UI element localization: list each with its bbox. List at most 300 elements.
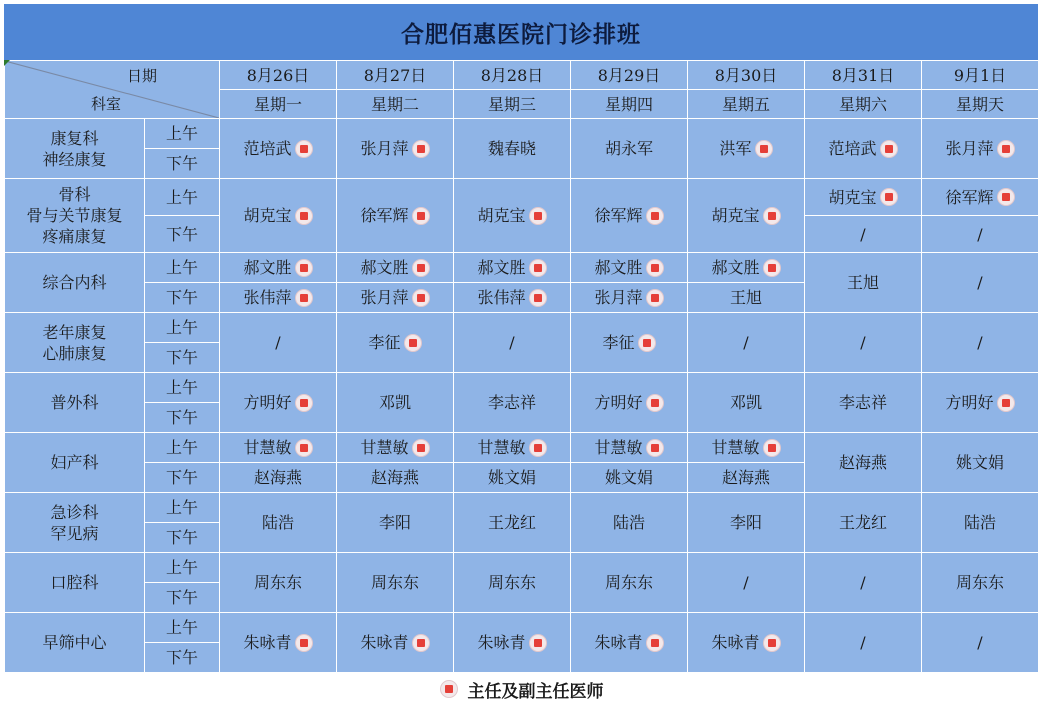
- schedule-cell: [571, 253, 688, 283]
- doctor-entry: [275, 332, 280, 353]
- schedule-cell: [337, 373, 454, 433]
- schedule-cell: [571, 433, 688, 463]
- doctor-entry: [977, 224, 982, 245]
- schedule-cell: [922, 493, 1039, 553]
- schedule-cell: [805, 613, 922, 673]
- doctor-entry: [594, 437, 663, 458]
- schedule-cell: [220, 179, 337, 253]
- doctor-name: 李志祥: [838, 393, 887, 412]
- schedule-cell: [454, 433, 571, 463]
- doctor-name: 胡克宝: [477, 206, 526, 225]
- schedule-cell: [922, 373, 1039, 433]
- doctor-name: 胡克宝: [828, 187, 877, 207]
- doctor-name: 朱咏青: [477, 633, 526, 652]
- senior-doctor-marker-icon: [763, 259, 781, 277]
- doctor-entry: [977, 632, 982, 653]
- doctor-name: 李志祥: [487, 393, 536, 412]
- doctor-entry: [730, 392, 762, 413]
- department-name-line: 骨与关节康复: [26, 206, 123, 225]
- doctor-name: 甘慧敏: [243, 438, 292, 457]
- doctor-name: /: [977, 633, 983, 652]
- senior-doctor-marker-icon: [412, 207, 430, 225]
- senior-doctor-marker-icon: [646, 394, 664, 412]
- doctor-name: 朱咏青: [243, 633, 292, 652]
- doctor-name: 周东东: [487, 573, 536, 592]
- doctor-name: 李阳: [378, 513, 411, 532]
- doctor-entry: [956, 452, 1004, 473]
- date-header: 8月27日: [337, 61, 454, 90]
- doctor-name: 陆浩: [261, 513, 294, 532]
- schedule-cell: [454, 253, 571, 283]
- header-date-row: [5, 61, 1039, 90]
- dept-row: [5, 613, 1039, 643]
- schedule-cell: [337, 119, 454, 179]
- senior-doctor-marker-icon: [529, 439, 547, 457]
- senior-doctor-marker-icon: [646, 634, 664, 652]
- department-name: [5, 313, 145, 373]
- department-name: [5, 179, 145, 253]
- doctor-name: 邓凯: [729, 393, 762, 412]
- doctor-entry: [477, 257, 546, 278]
- schedule-cell: [337, 179, 454, 253]
- senior-doctor-marker-icon: [412, 259, 430, 277]
- session-pm-label: 下午: [145, 403, 220, 433]
- weekday-header: 星期天: [922, 90, 1039, 119]
- schedule-cell: [688, 373, 805, 433]
- session-am-label: 上午: [145, 373, 220, 403]
- schedule-cell: [220, 553, 337, 613]
- department-name-line: 妇产科: [50, 453, 99, 472]
- doctor-entry: [956, 572, 1004, 593]
- doctor-entry: [368, 332, 421, 353]
- doctor-entry: [360, 138, 429, 159]
- doctor-entry: [371, 467, 419, 488]
- senior-doctor-marker-icon: [295, 289, 313, 307]
- department-name-line: 老年康复: [42, 322, 107, 342]
- doctor-name: 朱咏青: [711, 633, 760, 652]
- senior-doctor-marker-icon: [529, 259, 547, 277]
- schedule-cell: [337, 283, 454, 313]
- doctor-entry: [977, 272, 982, 293]
- doctor-entry: [730, 287, 762, 308]
- senior-doctor-marker-icon: [295, 140, 313, 158]
- doctor-entry: [594, 287, 663, 308]
- senior-doctor-marker-icon: [295, 439, 313, 457]
- schedule-cell: [922, 313, 1039, 373]
- doctor-entry: [605, 572, 653, 593]
- schedule-cell: [337, 433, 454, 463]
- date-header: 8月29日: [571, 61, 688, 90]
- schedule-cell: [571, 553, 688, 613]
- schedule-cell: [220, 119, 337, 179]
- doctor-entry: [477, 287, 546, 308]
- schedule-cell: [220, 283, 337, 313]
- senior-doctor-marker-icon: [412, 634, 430, 652]
- senior-doctor-marker-icon: [646, 207, 664, 225]
- doctor-name: 方明好: [945, 393, 994, 412]
- date-header: 8月30日: [688, 61, 805, 90]
- doctor-name: /: [743, 333, 749, 352]
- doctor-name: /: [743, 573, 749, 592]
- schedule-cell: [805, 179, 922, 216]
- senior-doctor-marker-icon: [295, 634, 313, 652]
- doctor-name: 张月萍: [360, 139, 409, 158]
- schedule-cell: [454, 313, 571, 373]
- date-axis-label: 日期: [126, 67, 157, 85]
- weekday-header: 星期五: [688, 90, 805, 119]
- doctor-name: 张伟萍: [477, 288, 526, 307]
- doctor-name: 姚文娟: [487, 468, 536, 487]
- schedule-cell: [688, 283, 805, 313]
- doctor-name: 周东东: [253, 573, 302, 592]
- schedule-cell: [454, 463, 571, 493]
- doctor-entry: [262, 512, 294, 533]
- department-name-line: 疼痛康复: [42, 227, 107, 246]
- schedule-cell: [337, 493, 454, 553]
- schedule-cell: [454, 119, 571, 179]
- schedule-cell: [688, 253, 805, 283]
- dept-row: [5, 493, 1039, 523]
- senior-doctor-marker-icon: [529, 289, 547, 307]
- doctor-entry: [964, 512, 996, 533]
- doctor-entry: [602, 332, 655, 353]
- doctor-entry: [860, 224, 865, 245]
- doctor-name: 胡克宝: [711, 206, 760, 225]
- senior-doctor-marker-icon: [529, 634, 547, 652]
- doctor-entry: [243, 287, 312, 308]
- doctor-entry: [360, 437, 429, 458]
- doctor-entry: [945, 392, 1014, 413]
- doctor-entry: [360, 287, 429, 308]
- senior-doctor-marker-icon: [295, 394, 313, 412]
- dept-row: [5, 433, 1039, 463]
- doctor-entry: [839, 512, 887, 533]
- doctor-entry: [379, 512, 411, 533]
- doctor-entry: [243, 257, 312, 278]
- doctor-name: 郝文胜: [477, 258, 526, 277]
- doctor-entry: [379, 392, 411, 413]
- senior-doctor-marker-icon: [412, 289, 430, 307]
- doctor-entry: [360, 257, 429, 278]
- doctor-name: /: [977, 224, 983, 244]
- department-name: [5, 253, 145, 313]
- dept-row: [5, 553, 1039, 583]
- schedule-cell: [571, 119, 688, 179]
- senior-doctor-marker-icon: [404, 334, 422, 352]
- doctor-name: 陆浩: [963, 513, 996, 532]
- department-name-line: 综合内科: [42, 273, 107, 292]
- schedule-cell: [337, 253, 454, 283]
- doctor-name: 范培武: [243, 139, 292, 158]
- session-am-label: 上午: [145, 553, 220, 583]
- senior-doctor-marker-icon: [880, 140, 898, 158]
- department-name: [5, 433, 145, 493]
- schedule-cell: [922, 613, 1039, 673]
- schedule-cell: [688, 179, 805, 253]
- session-pm-label: 下午: [145, 149, 220, 179]
- doctor-name: 魏春晓: [487, 139, 536, 158]
- schedule-table: [4, 60, 1039, 673]
- schedule-cell: [571, 313, 688, 373]
- doctor-name: /: [977, 273, 983, 292]
- doctor-name: 朱咏青: [594, 633, 643, 652]
- doctor-name: 张伟萍: [243, 288, 292, 307]
- schedule-cell: [220, 433, 337, 463]
- doctor-entry: [371, 572, 419, 593]
- session-pm-label: 下午: [145, 463, 220, 493]
- dept-axis-label: 科室: [91, 95, 122, 113]
- session-am-label: 上午: [145, 613, 220, 643]
- doctor-entry: [839, 452, 887, 473]
- doctor-name: 李阳: [729, 513, 762, 532]
- department-name-line: 骨科: [58, 185, 91, 204]
- doctor-name: 郝文胜: [594, 258, 643, 277]
- schedule-cell: [220, 313, 337, 373]
- doctor-entry: [488, 467, 536, 488]
- schedule-cell: [220, 373, 337, 433]
- schedule-cell: [571, 493, 688, 553]
- dept-row: [5, 373, 1039, 403]
- doctor-name: 赵海燕: [838, 453, 887, 472]
- doctor-name: /: [860, 633, 866, 652]
- doctor-name: /: [860, 224, 866, 244]
- doctor-entry: [860, 632, 865, 653]
- department-name-line: 早筛中心: [42, 633, 107, 652]
- senior-doctor-marker-icon: [997, 140, 1015, 158]
- schedule-cell: [805, 119, 922, 179]
- senior-doctor-marker-icon: [529, 207, 547, 225]
- doctor-name: 李征: [602, 333, 635, 352]
- doctor-entry: [605, 467, 653, 488]
- doctor-entry: [743, 572, 748, 593]
- doctor-name: 赵海燕: [253, 468, 302, 487]
- doctor-entry: [243, 437, 312, 458]
- doctor-name: 王旭: [729, 288, 762, 307]
- department-name: [5, 613, 145, 673]
- schedule-cell: [922, 553, 1039, 613]
- doctor-name: 朱咏青: [360, 633, 409, 652]
- schedule-cell: [688, 433, 805, 463]
- department-name: [5, 119, 145, 179]
- doctor-entry: [945, 187, 1014, 208]
- doctor-name: 徐军辉: [360, 206, 409, 225]
- senior-doctor-marker-icon: [646, 259, 664, 277]
- schedule-cell: [337, 313, 454, 373]
- session-am-label: 上午: [145, 433, 220, 463]
- date-header: 8月31日: [805, 61, 922, 90]
- schedule-cell: [922, 253, 1039, 313]
- doctor-entry: [594, 392, 663, 413]
- doctor-entry: [860, 572, 865, 593]
- schedule-cell: [571, 283, 688, 313]
- department-name-line: 心肺康复: [42, 343, 107, 363]
- schedule-cell: [688, 493, 805, 553]
- doctor-name: 甘慧敏: [711, 438, 760, 457]
- doctor-entry: [613, 512, 645, 533]
- doctor-entry: [243, 138, 312, 159]
- doctor-entry: [711, 205, 780, 226]
- page-title: 合肥佰惠医院门诊排班: [4, 4, 1038, 60]
- schedule-cell: [337, 463, 454, 493]
- senior-doctor-marker-icon: [412, 439, 430, 457]
- dept-row: [5, 119, 1039, 149]
- doctor-name: 王龙红: [838, 513, 887, 532]
- doctor-name: 方明好: [594, 393, 643, 412]
- session-pm-label: 下午: [145, 583, 220, 613]
- doctor-entry: [477, 632, 546, 653]
- schedule-cell: [454, 179, 571, 253]
- date-header: 8月28日: [454, 61, 571, 90]
- schedule-cell: [220, 253, 337, 283]
- doctor-name: 周东东: [370, 573, 419, 592]
- schedule-cell: [688, 463, 805, 493]
- schedule-cell: [571, 613, 688, 673]
- doctor-entry: [594, 257, 663, 278]
- schedule-cell: [220, 613, 337, 673]
- senior-doctor-marker-icon: [412, 140, 430, 158]
- doctor-entry: [360, 632, 429, 653]
- schedule-cell: [688, 613, 805, 673]
- session-am-label: 上午: [145, 253, 220, 283]
- schedule-cell: [337, 613, 454, 673]
- doctor-entry: [828, 138, 897, 159]
- legend: [0, 677, 1043, 701]
- doctor-entry: [730, 512, 762, 533]
- senior-doctor-marker-icon: [997, 188, 1015, 206]
- doctor-name: /: [275, 333, 281, 352]
- senior-doctor-marker-icon: [646, 439, 664, 457]
- senior-doctor-marker-icon: [440, 680, 458, 698]
- schedule-cell: [220, 493, 337, 553]
- doctor-name: /: [509, 333, 515, 352]
- senior-doctor-marker-icon: [755, 140, 773, 158]
- legend-label: 主任及副主任医师: [467, 681, 604, 702]
- schedule-cell: [805, 216, 922, 253]
- senior-doctor-marker-icon: [295, 207, 313, 225]
- doctor-entry: [243, 632, 312, 653]
- schedule-cell: [688, 119, 805, 179]
- session-am-label: 上午: [145, 179, 220, 216]
- doctor-name: 徐军辉: [945, 187, 994, 207]
- schedule-cell: [220, 463, 337, 493]
- dept-row: [5, 313, 1039, 343]
- doctor-name: 范培武: [828, 139, 877, 158]
- department-name-line: 罕见病: [50, 523, 99, 543]
- weekday-header: 星期四: [571, 90, 688, 119]
- date-header: 9月1日: [922, 61, 1039, 90]
- doctor-entry: [711, 437, 780, 458]
- schedule-cell: [922, 119, 1039, 179]
- senior-doctor-marker-icon: [763, 634, 781, 652]
- doctor-entry: [594, 205, 663, 226]
- doctor-entry: [711, 632, 780, 653]
- schedule-cell: [688, 313, 805, 373]
- schedule-cell: [805, 373, 922, 433]
- doctor-entry: [488, 138, 536, 159]
- doctor-name: 洪军: [719, 139, 752, 158]
- cell-comment-marker: [4, 60, 10, 66]
- session-pm-label: 下午: [145, 216, 220, 253]
- department-name-line: 神经康复: [42, 149, 107, 169]
- dept-row: [5, 253, 1039, 283]
- schedule-cell: [922, 433, 1039, 493]
- senior-doctor-marker-icon: [997, 394, 1015, 412]
- doctor-name: 王龙红: [487, 513, 536, 532]
- doctor-entry: [743, 332, 748, 353]
- department-name: [5, 493, 145, 553]
- doctor-name: 甘慧敏: [594, 438, 643, 457]
- doctor-name: 赵海燕: [370, 468, 419, 487]
- department-name-line: 普外科: [50, 393, 99, 412]
- schedule-cell: [571, 373, 688, 433]
- dept-row: [5, 179, 1039, 216]
- doctor-name: 甘慧敏: [360, 438, 409, 457]
- session-pm-label: 下午: [145, 643, 220, 673]
- doctor-name: 徐军辉: [594, 206, 643, 225]
- schedule-cell: [805, 253, 922, 313]
- doctor-name: /: [860, 333, 866, 352]
- doctor-name: /: [977, 333, 983, 352]
- header-corner: [5, 61, 220, 119]
- schedule-cell: [805, 313, 922, 373]
- weekday-header: 星期二: [337, 90, 454, 119]
- schedule-cell: [454, 613, 571, 673]
- senior-doctor-marker-icon: [295, 259, 313, 277]
- schedule-cell: [688, 553, 805, 613]
- doctor-name: 郝文胜: [360, 258, 409, 277]
- doctor-name: 张月萍: [594, 288, 643, 307]
- doctor-entry: [488, 572, 536, 593]
- doctor-entry: [860, 332, 865, 353]
- schedule-cell: [454, 493, 571, 553]
- department-name-line: 康复科: [50, 128, 99, 148]
- schedule-cell: [922, 216, 1039, 253]
- doctor-name: 郝文胜: [711, 258, 760, 277]
- session-am-label: 上午: [145, 493, 220, 523]
- schedule-cell: [454, 373, 571, 433]
- schedule-cell: [805, 433, 922, 493]
- doctor-entry: [839, 392, 887, 413]
- doctor-entry: [360, 205, 429, 226]
- doctor-name: 张月萍: [360, 288, 409, 307]
- weekday-header: 星期三: [454, 90, 571, 119]
- schedule-cell: [454, 283, 571, 313]
- doctor-name: 张月萍: [945, 139, 994, 158]
- doctor-name: 甘慧敏: [477, 438, 526, 457]
- doctor-entry: [945, 138, 1014, 159]
- doctor-name: 李征: [368, 333, 401, 352]
- doctor-name: 邓凯: [378, 393, 411, 412]
- senior-doctor-marker-icon: [763, 439, 781, 457]
- doctor-entry: [722, 467, 770, 488]
- senior-doctor-marker-icon: [638, 334, 656, 352]
- department-name-line: 急诊科: [50, 502, 99, 522]
- doctor-entry: [477, 205, 546, 226]
- doctor-entry: [477, 437, 546, 458]
- schedule-cell: [805, 553, 922, 613]
- doctor-name: 赵海燕: [721, 468, 770, 487]
- doctor-entry: [243, 392, 312, 413]
- doctor-entry: [488, 512, 536, 533]
- doctor-entry: [488, 392, 536, 413]
- doctor-entry: [605, 138, 653, 159]
- doctor-name: /: [860, 573, 866, 592]
- doctor-name: 姚文娟: [955, 453, 1004, 472]
- session-pm-label: 下午: [145, 523, 220, 553]
- schedule-cell: [805, 493, 922, 553]
- department-name-line: 口腔科: [50, 573, 99, 592]
- session-pm-label: 下午: [145, 343, 220, 373]
